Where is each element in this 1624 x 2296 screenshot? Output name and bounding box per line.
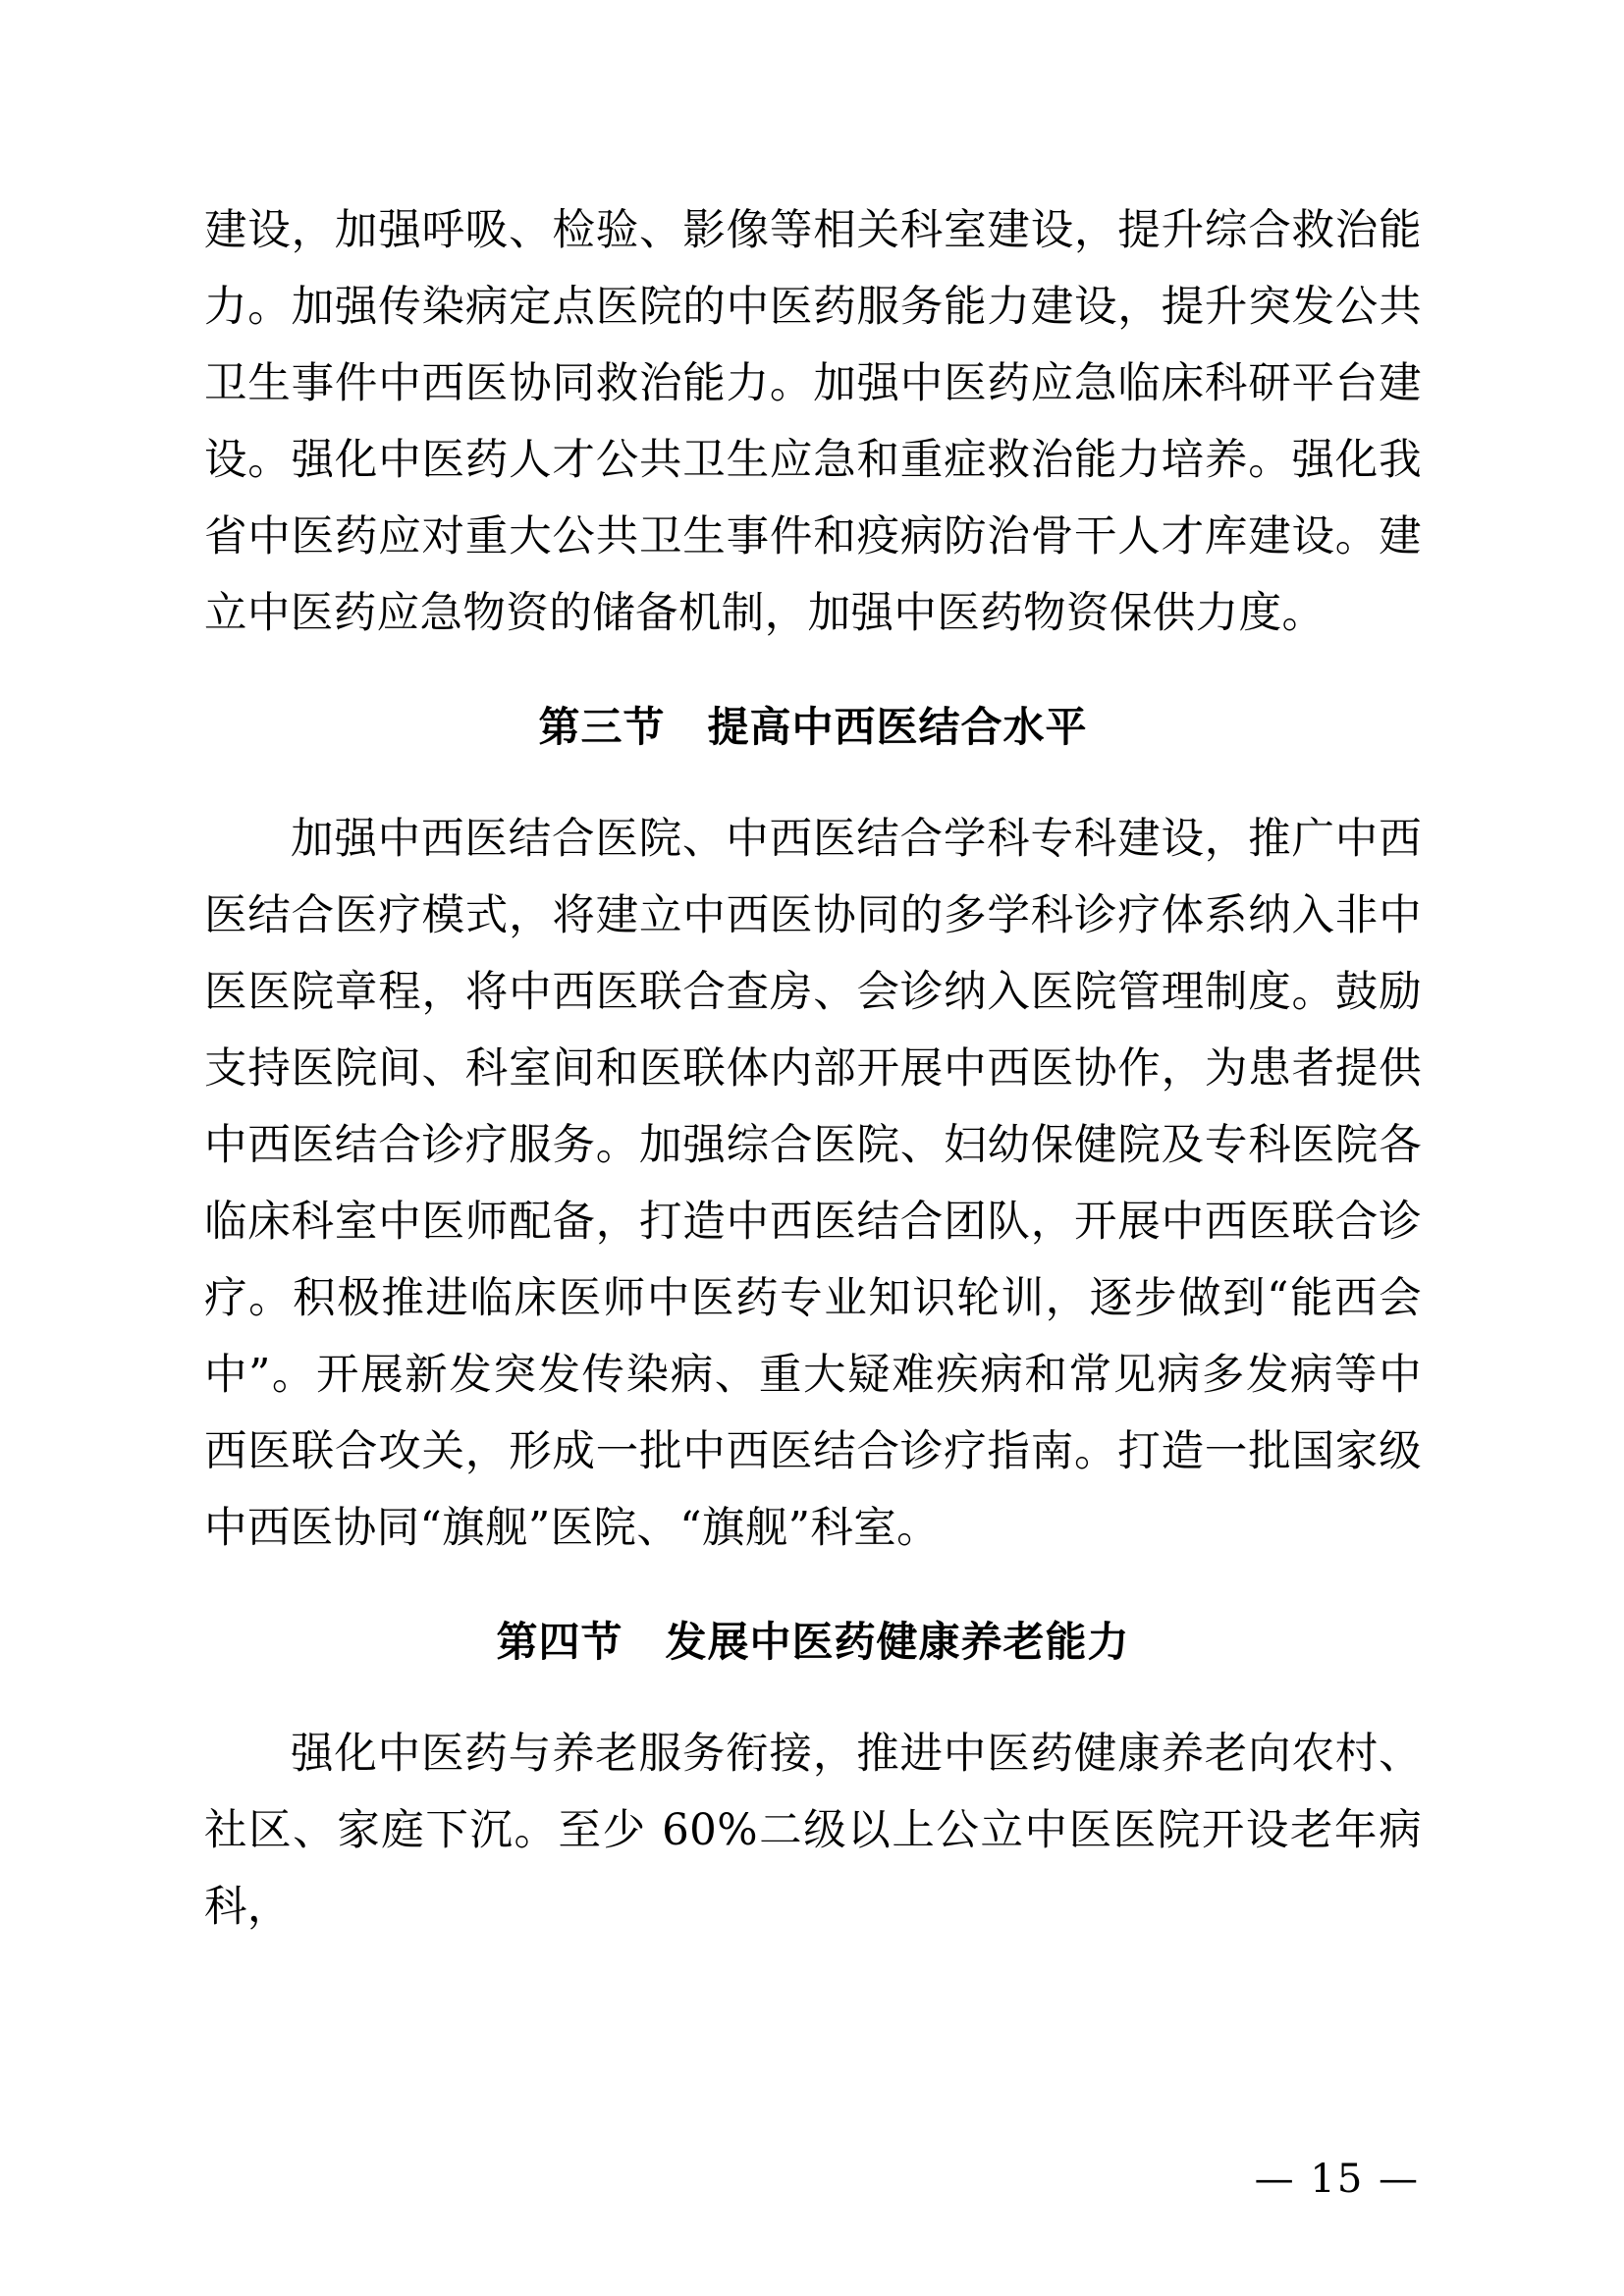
page-content [204,192,1422,1946]
paragraph-section-3-body: 加强中西医结合医院、中西医结合学科专科建设，推广中西医结合医疗模式，将建立中西医协同的多学科诊疗体系纳入非中医医院章程，将中西医联合查房、会诊纳入医院管理制度。鼓励支持医院间、科室间和医联体内部开展中西医协作，为患者提供中西医结合诊疗服务。加强综合医院、妇幼保健院及专科医院各临床科室中医师配备，打造中西医结合团队，开展中西医联合诊疗。积极推进临床医师中医药专业知识轮训，逐步做到“能西会中”。开展新发突发传染病、重大疑难疾病和常见病多发病等中西医联合攻关，形成一批中西医结合诊疗指南。打造一批国家级中西医协同“旗舰”医院、“旗舰”科室。 [204,815,1422,1553]
spacer [204,1567,1422,1612]
paragraph-continuation: 建设，加强呼吸、检验、影像等相关科室建设，提升综合救治能力。加强传染病定点医院的中医药服务能力建设，提升突发公共卫生事件中西医协同救治能力。加强中医药应急临床科研平台建设。强化中医药人才公共卫生应急和重症救治能力培养。强化我省中医药应对重大公共卫生事件和疫病防治骨干人才库建设。建立中医药应急物资的储备机制，加强中医药物资保供力度。 [204,206,1422,638]
paragraph-section-4-body: 强化中医药与养老服务衔接，推进中医药健康养老向农村、社区、家庭下沉。至少 60%二级以上公立中医医院开设老年病科， [204,1730,1422,1932]
spacer [204,652,1422,697]
spacer [204,1673,1422,1716]
section-heading-3: 第三节 提高中西医结合水平 [538,704,1088,750]
section-heading-4: 第四节 发展中医药健康养老能力 [496,1619,1130,1665]
page-footer [0,2119,1624,2296]
page-number: — 15 — [1254,2157,1420,2202]
spacer [204,758,1422,801]
